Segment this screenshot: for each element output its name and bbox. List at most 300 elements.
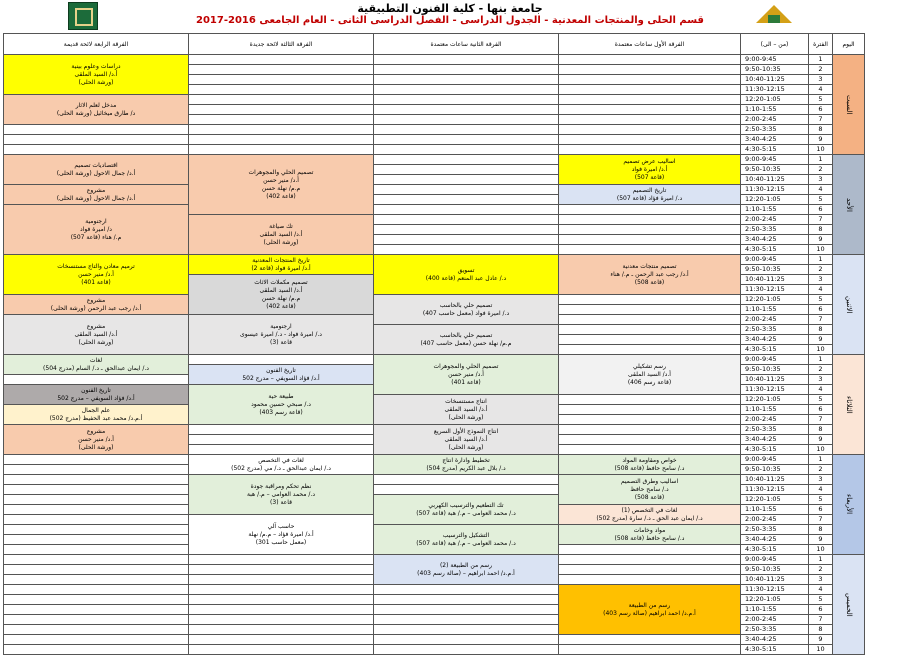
day-cell: الأربعاء [833,455,865,555]
time-cell: 11:30-12:15 [741,385,809,395]
empty-cell [374,205,559,215]
empty-cell [559,315,741,325]
class-block [374,395,559,425]
empty-cell [559,145,741,155]
period-cell: 9 [809,435,833,445]
period-cell: 3 [809,275,833,285]
empty-cell [559,345,741,355]
class-block [189,255,374,275]
class-block [374,425,559,455]
class-line: مشروع [86,427,106,435]
class-line: تاريخ المنتجات المعدنية [252,256,310,264]
class-line: مشروع [86,186,106,194]
class-line: (قاعة رسم 403) [259,408,303,416]
empty-cell [559,305,741,315]
period-cell: 3 [809,475,833,485]
class-line: تسويق [457,266,475,274]
class-line: أ.د/ السيد الملقى [444,405,488,413]
period-cell: 7 [809,515,833,525]
day-cell: الخميس [833,555,865,655]
empty-cell [559,75,741,85]
empty-cell [4,505,189,515]
time-cell: 4:30-5:15 [741,645,809,655]
class-line: التشكيل والترسيب [442,531,490,539]
class-line: مشروع [86,322,106,330]
time-cell: 1:10-1:55 [741,205,809,215]
class-block [189,155,374,215]
empty-cell [189,105,374,115]
period-cell: 5 [809,395,833,405]
class-line: أ.د/ السيد الملقى [259,286,303,294]
period-cell: 4 [809,385,833,395]
class-line: تصميم الحلي والمجوهرات [248,168,314,176]
empty-cell [189,635,374,645]
class-line: مدخل لعلم الاثار [75,101,117,109]
empty-cell [4,605,189,615]
period-cell: 10 [809,645,833,655]
period-cell: 2 [809,65,833,75]
time-cell: 2:50-3:35 [741,325,809,335]
period-cell: 8 [809,125,833,135]
empty-cell [559,435,741,445]
period-cell: 9 [809,235,833,245]
period-cell: 2 [809,365,833,375]
time-cell: 9:00-9:45 [741,555,809,565]
class-block [189,315,374,355]
time-cell: 9:00-9:45 [741,155,809,165]
empty-cell [559,65,741,75]
empty-cell [559,95,741,105]
period-cell: 2 [809,165,833,175]
empty-cell [559,635,741,645]
empty-cell [374,65,559,75]
empty-cell [559,85,741,95]
class-block [559,355,741,395]
empty-cell [374,95,559,105]
class-line: دراسات وعلوم بينية [71,62,121,70]
empty-cell [559,245,741,255]
class-line: أ.د/ منير حسن [448,370,484,378]
period-cell: 6 [809,305,833,315]
class-line: م.م/ نهلة حسن (معمل حاسب 407) [420,339,512,347]
time-cell: 2:00-2:45 [741,515,809,525]
empty-cell [189,435,374,445]
empty-cell [4,125,189,135]
empty-cell [559,135,741,145]
period-cell: 2 [809,565,833,575]
class-line: اقتصاديات تصميم [74,161,118,169]
class-line: د./ اميرة فواد - د./ اميرة عيسوى [240,330,322,338]
header [0,0,900,30]
time-cell: 11:30-12:15 [741,185,809,195]
time-cell: 9:50-10:35 [741,465,809,475]
empty-cell [4,495,189,505]
class-line: أ.د/ السيد الملقى [74,330,118,338]
empty-cell [374,175,559,185]
class-line: أ.د/ منير حسن [263,176,299,184]
class-line: (قاعة 402) [266,302,296,310]
class-line: م.م/ نهلة حسن [261,294,301,302]
empty-cell [374,595,559,605]
period-cell: 7 [809,315,833,325]
class-line: طبيعة حية [268,392,294,400]
class-line: د./ ايمان عبدالحق ـ د./ مي (مدرج 502) [231,464,331,472]
period-cell: 7 [809,115,833,125]
time-cell: 1:10-1:55 [741,505,809,515]
time-cell: 9:50-10:35 [741,65,809,75]
time-cell: 9:50-10:35 [741,165,809,175]
class-block [374,495,559,525]
class-line: تصميم حلي بالحاسب [439,331,493,339]
period-cell: 10 [809,545,833,555]
empty-cell [374,635,559,645]
time-cell: 3:40-4:25 [741,635,809,645]
time-cell: 11:30-12:15 [741,285,809,295]
class-line: أ.د/ منير حسن [78,435,114,443]
period-cell: 9 [809,635,833,645]
period-cell: 5 [809,595,833,605]
class-block [189,455,374,475]
class-block [374,355,559,395]
empty-cell [374,125,559,135]
class-line: ترميم معادن والتاج مستنسخات [57,262,135,270]
empty-cell [559,235,741,245]
col-y4: الفرقة الرابعة لائحة قديمة [4,34,189,55]
empty-cell [4,565,189,575]
empty-cell [189,75,374,85]
empty-cell [559,395,741,405]
class-line: خواص ومقاومة المواد [622,456,677,464]
class-line: (ورشة الحلى) [78,78,114,86]
class-block [189,365,374,385]
class-block [4,205,189,255]
class-line: (ورشة الحلى) [448,413,484,421]
day-cell: الثلاثاء [833,355,865,455]
class-line: تصميم منتجات معدنية [622,262,677,270]
university-logo-icon [754,3,794,27]
class-line: د./ بلال عبد الكريم (مدرج 504) [426,464,506,472]
period-cell: 10 [809,245,833,255]
class-line: أ.د/ السيد الملقى [259,230,303,238]
class-block [374,255,559,295]
period-cell: 6 [809,605,833,615]
empty-cell [189,145,374,155]
class-line: تصميم حلي بالحاسب [439,301,493,309]
class-block [374,455,559,475]
empty-cell [559,645,741,655]
class-line: م.م/ نهلة حسن [261,184,301,192]
class-line: د./ ايمان عبدالحق ـ د./ السام (مدرج 504) [43,364,149,372]
class-line: تك صياغة [269,222,293,230]
class-line: (معمل حاسب 301) [255,538,307,546]
empty-cell [559,555,741,565]
period-cell: 7 [809,615,833,625]
empty-cell [4,135,189,145]
time-cell: 3:40-4:25 [741,435,809,445]
period-cell: 5 [809,95,833,105]
empty-cell [559,205,741,215]
class-line: انتاج مستنسخات [445,397,487,405]
empty-cell [4,375,189,385]
class-block [189,515,374,555]
university-title: جامعة بنها - كلية الفنون التطبيقية [357,2,543,15]
period-cell: 3 [809,375,833,385]
class-block [4,95,189,125]
empty-cell [4,475,189,485]
schedule-table [3,33,865,655]
class-line: مشروع [86,296,106,304]
class-line: قاعة (3) [270,338,292,346]
empty-cell [559,405,741,415]
empty-cell [189,85,374,95]
period-cell: 8 [809,625,833,635]
period-cell: 3 [809,575,833,585]
time-cell: 12:20-1:05 [741,395,809,405]
period-cell: 1 [809,455,833,465]
class-block [4,255,189,295]
schedule-title: قسم الحلى والمنتجات المعدنية - الجدول الدراسى - الفصل الدراسى الثانى - العام الجامعى 2016-2017 [196,15,704,26]
class-line: أ.د/ رجب عبد الرحمن ـ م./ هناء [610,270,689,278]
empty-cell [559,115,741,125]
empty-cell [189,645,374,655]
period-cell: 8 [809,425,833,435]
class-line: أ.د/ فؤاد السويفي – مدرج 502 [242,374,320,382]
class-line: (قاعة 401) [81,278,111,286]
period-cell: 2 [809,265,833,275]
class-line: د./ محمد العوامى – م./ هبة (قاعة 507) [416,509,516,517]
empty-cell [374,185,559,195]
empty-cell [374,645,559,655]
empty-cell [559,575,741,585]
empty-cell [4,635,189,645]
class-line: (ورشة الحلى) [78,338,114,346]
class-line: د./ اميرة فؤاد (قاعة 507) [616,194,683,202]
time-cell: 12:20-1:05 [741,195,809,205]
class-block [374,525,559,555]
empty-cell [559,105,741,115]
class-line: اساليب وطرق التصميم [620,477,679,485]
empty-cell [374,485,559,495]
period-cell: 10 [809,345,833,355]
time-cell: 1:10-1:55 [741,405,809,415]
empty-cell [559,125,741,135]
empty-cell [189,355,374,365]
time-cell: 2:50-3:35 [741,525,809,535]
class-line: لغات في التخصص (1) [621,506,678,514]
class-line: ارجنومية [85,217,107,225]
class-line: أ.د/ فؤاد السويفي – مدرج 502 [57,394,135,402]
class-line: علم الجمال [81,406,111,414]
class-block [189,475,374,515]
time-cell: 4:30-5:15 [741,245,809,255]
empty-cell [559,225,741,235]
class-line: لغات [89,356,103,364]
class-line: انتاج النموذج الأول السريع [433,427,499,435]
day-cell: الأحد [833,155,865,255]
empty-cell [374,215,559,225]
empty-cell [4,545,189,555]
class-line: أ.د/ اميرة فواد (قاعة 2) [251,264,311,272]
period-cell: 4 [809,585,833,595]
period-cell: 8 [809,325,833,335]
day-cell: الاثنين [833,255,865,355]
time-cell: 1:10-1:55 [741,105,809,115]
class-block [4,355,189,375]
empty-cell [374,225,559,235]
empty-cell [374,135,559,145]
empty-cell [189,585,374,595]
class-line: (قاعة 508) [634,278,665,286]
time-cell: 10:40-11:25 [741,475,809,485]
empty-cell [374,615,559,625]
time-cell: 10:40-11:25 [741,575,809,585]
class-block [4,425,189,455]
time-cell: 12:20-1:05 [741,295,809,305]
period-cell: 7 [809,215,833,225]
time-cell: 1:10-1:55 [741,305,809,315]
class-line: اساليب عرض تصميم [623,157,676,165]
time-cell: 12:20-1:05 [741,95,809,105]
class-block [374,295,559,325]
class-block [559,155,741,185]
period-cell: 9 [809,135,833,145]
class-line: أ.م.د/ احمد ابراهيم – (صالة رسم 403) [417,569,515,577]
time-cell: 10:40-11:25 [741,175,809,185]
empty-cell [374,145,559,155]
class-line: رسم من الطبيعة [628,601,671,609]
time-cell: 10:40-11:25 [741,375,809,385]
empty-cell [559,55,741,65]
empty-cell [4,625,189,635]
class-line: د./ عادل عبد المنعم (قاعة 400) [425,274,507,282]
empty-cell [189,595,374,605]
empty-cell [189,135,374,145]
col-period: الفترة [809,34,833,55]
class-line: (قاعة 508) [634,493,665,501]
class-line: نظم تحكم ومراقبة جودة [250,482,312,490]
class-line: د./ محمد العوامى – م./ هبة (قاعة 507) [416,539,516,547]
time-cell: 4:30-5:15 [741,345,809,355]
col-y2: الفرقة الثانية ساعات معتمدة [374,34,559,55]
class-block [4,55,189,95]
empty-cell [4,535,189,545]
time-cell: 12:20-1:05 [741,495,809,505]
class-line: د/ طارق ميخائيل (ورشة الحلى) [56,109,136,117]
empty-cell [374,85,559,95]
empty-cell [374,245,559,255]
empty-cell [374,75,559,85]
empty-cell [559,415,741,425]
empty-cell [4,555,189,565]
empty-cell [189,625,374,635]
empty-cell [374,195,559,205]
class-block [559,475,741,505]
period-cell: 7 [809,415,833,425]
period-cell: 10 [809,145,833,155]
empty-cell [4,515,189,525]
class-line: أ.د/ رجب عبد الرحمن (ورشة الحلى) [50,304,142,312]
time-cell: 3:40-4:25 [741,535,809,545]
empty-cell [559,425,741,435]
class-line: لغات في التخصص [258,456,304,464]
empty-cell [4,485,189,495]
empty-cell [189,575,374,585]
class-block [4,405,189,425]
time-cell: 2:00-2:45 [741,415,809,425]
period-cell: 8 [809,225,833,235]
class-line: د./ سامح حافظ (قاعة 508) [614,464,685,472]
time-cell: 12:20-1:05 [741,595,809,605]
period-cell: 9 [809,535,833,545]
class-block [4,185,189,205]
col-time: (من – الى) [741,34,809,55]
time-cell: 11:30-12:15 [741,485,809,495]
class-line: تصميم الحلي والمجوهرات [433,362,499,370]
empty-cell [4,595,189,605]
time-cell: 4:30-5:15 [741,445,809,455]
class-line: (ورشة الحلى) [263,238,299,246]
period-cell: 8 [809,525,833,535]
empty-cell [374,625,559,635]
time-cell: 3:40-4:25 [741,335,809,345]
class-block [559,525,741,545]
period-cell: 1 [809,355,833,365]
class-line: ارجنومية [270,322,292,330]
class-block [4,385,189,405]
class-line: (قاعة 401) [451,378,481,386]
class-line: د./ صبحي حسين محمود [251,400,311,408]
class-line: تاريخ التصميم [632,186,667,194]
period-cell: 4 [809,185,833,195]
class-line: تك التطعيم والترسيب الكهربي [428,501,504,509]
class-block [4,155,189,185]
class-line: د/ اميرة فواد [80,225,112,233]
period-cell: 5 [809,295,833,305]
class-line: أ.د/ جمال الاحول (ورشة الحلى) [56,169,136,177]
empty-cell [559,325,741,335]
period-cell: 1 [809,255,833,265]
empty-cell [189,65,374,75]
class-block [374,555,559,585]
time-cell: 2:50-3:35 [741,425,809,435]
empty-cell [189,55,374,65]
time-cell: 10:40-11:25 [741,75,809,85]
period-cell: 4 [809,85,833,95]
empty-cell [4,465,189,475]
time-cell: 9:50-10:35 [741,565,809,575]
class-line: أ.د/ السيد الملقى [74,70,118,78]
period-cell: 10 [809,445,833,455]
time-cell: 3:40-4:25 [741,135,809,145]
empty-cell [374,115,559,125]
time-cell: 9:00-9:45 [741,355,809,365]
period-cell: 5 [809,495,833,505]
empty-cell [374,155,559,165]
class-line: أ.د/ السيد الملقى [444,435,488,443]
class-block [4,315,189,355]
time-cell: 2:00-2:45 [741,215,809,225]
empty-cell [559,565,741,575]
empty-cell [374,165,559,175]
faculty-logo-icon [68,2,98,30]
class-line: د./ سامح حافظ (قاعة 508) [614,534,685,542]
class-line: أ.د/ اميرة فواد [631,165,668,173]
time-cell: 2:00-2:45 [741,115,809,125]
empty-cell [4,575,189,585]
col-y1: الفرقة الأول ساعات معتمدة [559,34,741,55]
class-line: (ورشة الحلى) [448,443,484,451]
class-line: د./ اميرة فواد (معمل حاسب 407) [422,309,510,317]
